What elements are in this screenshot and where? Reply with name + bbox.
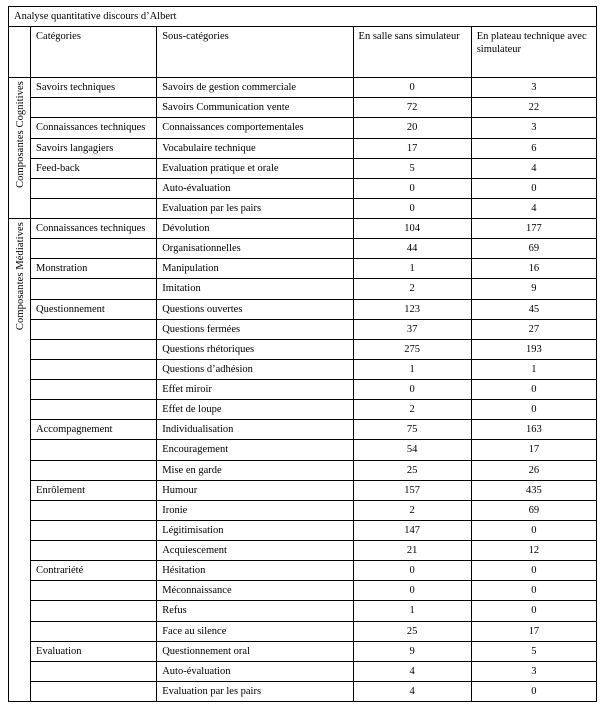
cell-value-without-simulator: 1 [353,601,471,621]
header-spacer [9,27,31,78]
cell-value-with-simulator: 3 [471,661,596,681]
cell-subcategory: Questions ouvertes [157,299,353,319]
table-row [9,621,597,641]
cell-category [31,239,157,259]
table-row [9,561,597,581]
table-row [9,259,597,279]
cell-category [31,198,157,218]
cell-value-with-simulator: 0 [471,561,596,581]
cell-subcategory: Manipulation [157,259,353,279]
cell-category [31,541,157,561]
cell-category [31,98,157,118]
cell-category: Connaissances techniques [31,118,157,138]
cell-subcategory: Questions d’adhésion [157,359,353,379]
cell-value-with-simulator: 5 [471,641,596,661]
cell-value-with-simulator: 0 [471,581,596,601]
cell-subcategory: Savoirs de gestion commerciale [157,78,353,98]
cell-value-without-simulator: 123 [353,299,471,319]
document-title: Analyse quantitative discours d’Albert [9,7,597,27]
cell-value-without-simulator: 157 [353,480,471,500]
cell-category [31,279,157,299]
cell-value-without-simulator: 0 [353,380,471,400]
cell-category [31,178,157,198]
group-label-text: Composantes Cognitives [15,81,26,189]
cell-value-with-simulator: 17 [471,440,596,460]
cell-subcategory: Méconnaissance [157,581,353,601]
table-title-row [9,7,597,27]
cell-value-without-simulator: 20 [353,118,471,138]
cell-subcategory: Ironie [157,500,353,520]
cell-subcategory: Vocabulaire technique [157,138,353,158]
cell-category: Connaissances techniques [31,219,157,239]
cell-value-with-simulator: 6 [471,138,596,158]
cell-category: Contrariété [31,561,157,581]
table-row [9,138,597,158]
cell-subcategory: Effet miroir [157,380,353,400]
table-row [9,400,597,420]
table-row [9,440,597,460]
cell-value-without-simulator: 72 [353,98,471,118]
cell-subcategory: Encouragement [157,440,353,460]
cell-category [31,500,157,520]
cell-category [31,400,157,420]
cell-category [31,601,157,621]
cell-category [31,460,157,480]
cell-subcategory: Refus [157,601,353,621]
table-row [9,178,597,198]
header-categories: Catégories [31,27,157,78]
cell-value-with-simulator: 69 [471,239,596,259]
cell-subcategory: Imitation [157,279,353,299]
cell-value-without-simulator: 17 [353,138,471,158]
cell-value-with-simulator: 16 [471,259,596,279]
cell-category [31,319,157,339]
cell-value-without-simulator: 147 [353,520,471,540]
cell-value-with-simulator: 17 [471,621,596,641]
table-row [9,681,597,701]
cell-value-without-simulator: 37 [353,319,471,339]
table-row [9,601,597,621]
cell-subcategory: Effet de loupe [157,400,353,420]
cell-value-without-simulator: 275 [353,339,471,359]
group-label-2 [9,219,31,702]
cell-category: Evaluation [31,641,157,661]
cell-category [31,339,157,359]
cell-value-with-simulator: 0 [471,400,596,420]
cell-subcategory: Auto-évaluation [157,661,353,681]
cell-value-without-simulator: 25 [353,621,471,641]
cell-category [31,621,157,641]
cell-category: Questionnement [31,299,157,319]
cell-subcategory: Hésitation [157,561,353,581]
cell-value-with-simulator: 163 [471,420,596,440]
table-row [9,460,597,480]
cell-subcategory: Savoirs Communication vente [157,98,353,118]
table-row [9,500,597,520]
cell-value-without-simulator: 0 [353,581,471,601]
table-row [9,319,597,339]
cell-value-with-simulator: 0 [471,178,596,198]
cell-value-with-simulator: 27 [471,319,596,339]
cell-value-with-simulator: 26 [471,460,596,480]
table-row [9,480,597,500]
cell-subcategory: Humour [157,480,353,500]
table-row [9,541,597,561]
cell-subcategory: Evaluation pratique et orale [157,158,353,178]
header-subcategories: Sous-catégories [157,27,353,78]
cell-value-with-simulator: 22 [471,98,596,118]
cell-value-with-simulator: 69 [471,500,596,520]
table-row [9,158,597,178]
cell-value-without-simulator: 0 [353,78,471,98]
table-row [9,78,597,98]
cell-category [31,581,157,601]
cell-category: Enrôlement [31,480,157,500]
cell-value-with-simulator: 4 [471,158,596,178]
table-row [9,219,597,239]
cell-subcategory: Individualisation [157,420,353,440]
cell-subcategory: Mise en garde [157,460,353,480]
cell-category: Feed-back [31,158,157,178]
cell-category [31,380,157,400]
cell-category [31,440,157,460]
cell-category: Savoirs langagiers [31,138,157,158]
cell-value-with-simulator: 3 [471,118,596,138]
cell-value-with-simulator: 0 [471,380,596,400]
cell-subcategory: Questions fermées [157,319,353,339]
cell-subcategory: Acquiescement [157,541,353,561]
cell-subcategory: Evaluation par les pairs [157,681,353,701]
cell-value-without-simulator: 5 [353,158,471,178]
cell-value-with-simulator: 193 [471,339,596,359]
cell-subcategory: Questions rhétoriques [157,339,353,359]
table-row [9,98,597,118]
cell-value-with-simulator: 9 [471,279,596,299]
cell-subcategory: Organisationnelles [157,239,353,259]
cell-value-without-simulator: 2 [353,400,471,420]
cell-subcategory: Connaissances comportementales [157,118,353,138]
cell-value-with-simulator: 0 [471,601,596,621]
cell-value-without-simulator: 75 [353,420,471,440]
group-label-text: Composantes Médiatives [15,222,26,331]
cell-category [31,359,157,379]
cell-subcategory: Dévolution [157,219,353,239]
table-row [9,581,597,601]
cell-value-without-simulator: 21 [353,541,471,561]
cell-value-with-simulator: 3 [471,78,596,98]
cell-value-without-simulator: 4 [353,681,471,701]
table-row [9,279,597,299]
cell-subcategory: Evaluation par les pairs [157,198,353,218]
cell-value-without-simulator: 0 [353,198,471,218]
table-row [9,641,597,661]
cell-category [31,520,157,540]
cell-value-without-simulator: 44 [353,239,471,259]
table-row [9,198,597,218]
cell-value-with-simulator: 177 [471,219,596,239]
cell-value-without-simulator: 2 [353,279,471,299]
analysis-table [8,6,597,702]
cell-value-without-simulator: 0 [353,561,471,581]
cell-subcategory: Questionnement oral [157,641,353,661]
header-with-simulator: En plateau technique avec simulateur [471,27,596,78]
table-row [9,420,597,440]
cell-value-without-simulator: 4 [353,661,471,681]
cell-subcategory: Face au silence [157,621,353,641]
table-row [9,299,597,319]
cell-value-with-simulator: 0 [471,520,596,540]
table-row [9,359,597,379]
cell-value-with-simulator: 1 [471,359,596,379]
table-row [9,339,597,359]
cell-value-with-simulator: 0 [471,681,596,701]
cell-category: Monstration [31,259,157,279]
table-row [9,661,597,681]
cell-value-without-simulator: 54 [353,440,471,460]
cell-value-without-simulator: 2 [353,500,471,520]
cell-value-without-simulator: 0 [353,178,471,198]
table-header-row [9,27,597,78]
cell-value-with-simulator: 12 [471,541,596,561]
cell-category [31,661,157,681]
cell-value-without-simulator: 1 [353,259,471,279]
cell-value-without-simulator: 25 [353,460,471,480]
cell-value-with-simulator: 45 [471,299,596,319]
cell-value-without-simulator: 104 [353,219,471,239]
header-without-simulator: En salle sans simulateur [353,27,471,78]
cell-subcategory: Auto-évaluation [157,178,353,198]
cell-subcategory: Légitimisation [157,520,353,540]
group-label-1 [9,78,31,219]
cell-value-with-simulator: 435 [471,480,596,500]
cell-category [31,681,157,701]
cell-category: Accompagnement [31,420,157,440]
table-row [9,380,597,400]
table-row [9,239,597,259]
table-row [9,520,597,540]
table-row [9,118,597,138]
cell-category: Savoirs techniques [31,78,157,98]
cell-value-without-simulator: 1 [353,359,471,379]
cell-value-without-simulator: 9 [353,641,471,661]
cell-value-with-simulator: 4 [471,198,596,218]
